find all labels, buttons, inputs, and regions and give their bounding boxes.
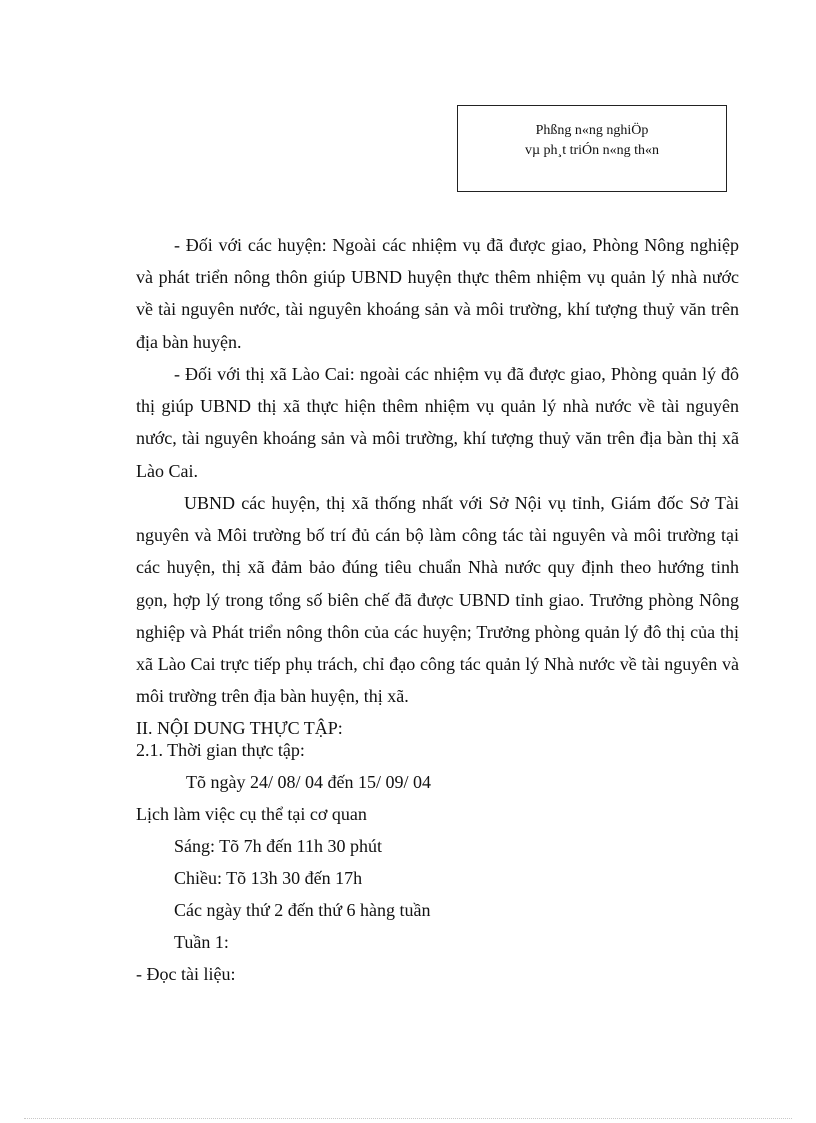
department-box	[457, 105, 727, 192]
department-box-line1: Phßng n«ng nghiÖp	[535, 123, 649, 138]
schedule-days: Các ngày thứ 2 đến thứ 6 hàng tuần	[174, 900, 431, 920]
schedule-afternoon: Chiều: Tõ 13h 30 đến 17h	[174, 868, 363, 888]
section-subheading: 2.1. Thời gian thực tập:	[136, 740, 305, 760]
paragraph-districts: - Đối với các huyện: Ngoài các nhiệm vụ đã được giao, Phòng Nông nghiệp và phát triển nông thôn giúp UBND huyện thực thêm nhiệm vụ quản lý nhà nước về tài nguyên nước, tài nguyên khoáng sản và môi trường, khí tượng thuỷ văn trên địa bàn huyện.	[136, 235, 739, 352]
schedule-title: Lịch làm việc cụ thể tại cơ quan	[136, 804, 367, 824]
week-label: Tuần 1:	[174, 932, 229, 952]
reading-item: - Đọc tài liệu:	[136, 964, 236, 984]
schedule-morning: Sáng: Tõ 7h đến 11h 30 phút	[174, 836, 382, 856]
department-box-line2: vµ ph¸t triÓn n«ng th«n	[524, 143, 660, 158]
paragraph-lao-cai-town: - Đối với thị xã Lào Cai: ngoài các nhiệm vụ đã được giao, Phòng quản lý đô thị giúp UBND thị xã thực hiện thêm nhiệm vụ quản lý nhà nước về tài nguyên nước, tài nguyên khoáng sản và môi trường, khí tượng thuỷ văn trên địa bàn thị xã Lào Cai.	[136, 364, 739, 481]
section-heading: II. NỘI DUNG THỰC TẬP:	[136, 718, 343, 738]
page-bottom-divider	[24, 1118, 792, 1119]
paragraph-staffing: UBND các huyện, thị xã thống nhất với Sở Nội vụ tỉnh, Giám đốc Sở Tài nguyên và Môi trường bố trí đủ cán bộ làm công tác tài nguyên và môi trường tại các huyện, thị xã đảm bảo đúng tiêu chuẩn Nhà nước quy định theo hướng tinh gọn, hợp lý trong tổng số biên chế đã được UBND tỉnh giao. Trưởng phòng Nông nghiệp và Phát triển nông thôn của các huyện; Trưởng phòng quản lý đô thị của thị xã Lào Cai trực tiếp phụ trách, chỉ đạo công tác quản lý Nhà nước về tài nguyên và môi trường trên địa bàn huyện, thị xã.	[136, 493, 739, 707]
internship-period: Tõ ngày 24/ 08/ 04 đến 15/ 09/ 04	[186, 772, 431, 792]
